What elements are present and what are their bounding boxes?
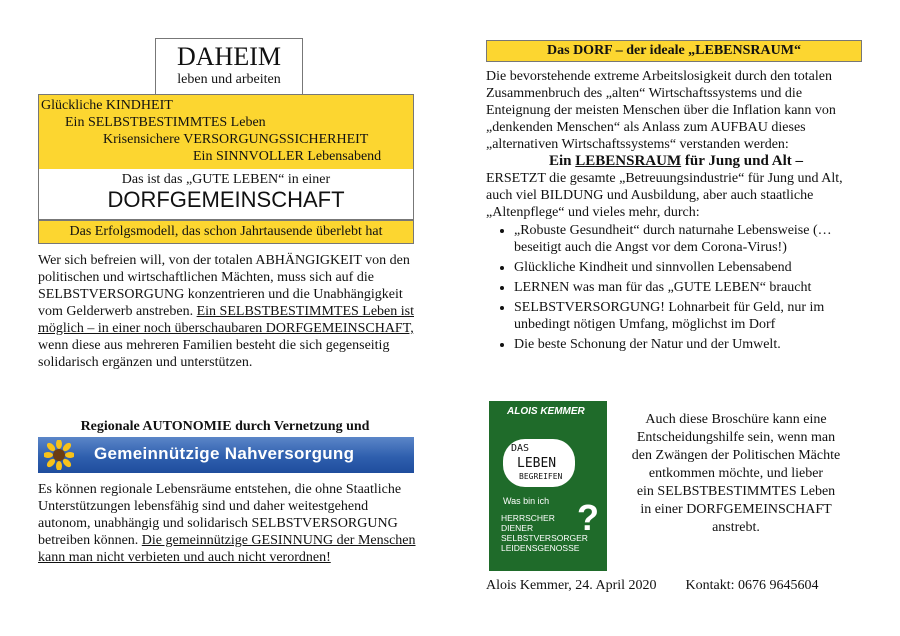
book-title-word: LEBEN xyxy=(517,456,557,471)
gute-leben-line: Das ist das „GUTE LEBEN“ in einer xyxy=(121,172,331,187)
bullet-item: • SELBSTVERSORGUNG! Lohnarbeit für Geld, nur im unbedingt nötigen Umfang, möglichst im Dorf xyxy=(514,299,866,333)
book-question: Was bin ich xyxy=(503,496,550,506)
book-title-cloud xyxy=(503,439,575,487)
bullet-item: • Glückliche Kindheit und sinnvollen Lebensabend xyxy=(514,259,866,276)
regional-underlined: Die gemeinnützige GESINNUNG der Menschen kann man nicht verbieten und auch nicht verordnen! xyxy=(38,533,416,565)
intro-underlined: Ein SELBSTBESTIMMTES Leben ist möglich – in einer noch überschaubaren DORFGEMEINSCHAFT, xyxy=(38,304,414,336)
bullet-item: • „Robuste Gesundheit“ durch naturnahe Lebensweise (…beseitigt auch die Angst vor dem Corona-Virus!) xyxy=(514,222,866,256)
lebensraum-word: LEBENSRAUM xyxy=(575,153,682,169)
dorf-ersetzt: ERSETZT die gesamte „Betreuungsindustrie“ für Jung und Alt, auch viel BILDUNG und Ausbildung, aber auch staatliche „Altenpflege“ und vieles mehr, durch: xyxy=(486,171,843,220)
book-cover-image xyxy=(489,401,607,571)
dorf-paragraph xyxy=(486,68,866,356)
intro-end: wenn diese aus mehreren Familien besteht die sich gegenseitig solidarisch ergänzen und unterstützen. xyxy=(38,338,390,370)
lebensraum-heading xyxy=(486,153,866,170)
page-subtitle: leben und arbeiten xyxy=(177,72,281,87)
book-role: DIENER xyxy=(501,523,534,533)
broschuere-line: Entscheidungshilfe sein, wenn man xyxy=(636,430,836,445)
benefit-item: Ein SINNVOLLER Lebensabend xyxy=(193,149,382,164)
banner-label: Gemeinnützige Nahversorgung xyxy=(94,444,355,463)
bullet-item: • LERNEN was man für das „GUTE LEBEN“ braucht xyxy=(514,279,866,296)
broschuere-line: Auch diese Broschüre kann eine xyxy=(645,412,827,427)
broschuere-line: den Zwängen der Politischen Mächte xyxy=(631,448,841,463)
intro-paragraph xyxy=(38,252,418,371)
intro-text: Wer sich befreien will, von der totalen ABHÄNGIGKEIT von den politischen und wirtschaftlichen Mächten, muss sich auf die SELBSTVERSORGUNG konzentrieren und die Unabhängigkeit vom Gelderwerb anstreben. xyxy=(38,253,410,319)
footer xyxy=(486,578,862,594)
broschuere-line: entkommen möchte, und lieber xyxy=(648,466,824,481)
regional-text: Es können regionale Lebensräume entstehen, die ohne Staatliche Unterstützungen lebensfähig sind und daher weitestgehend autonom, unabhängig und solidarisch SELBSTVERSORGUNG betreiben können. xyxy=(38,482,402,548)
dorf-heading: Das DORF – der ideale „LEBENSRAUM“ xyxy=(486,40,862,62)
erfolgsmodell-banner: Das Erfolgsmodell, das schon Jahrtausende überlebt hat xyxy=(38,220,414,244)
footer-author: Alois Kemmer, 24. April 2020 xyxy=(486,578,657,593)
book-author: ALOIS KEMMER xyxy=(507,406,585,417)
benefit-item: Ein SELBSTBESTIMMTES Leben xyxy=(65,115,266,130)
lebensraum-pre: Ein xyxy=(549,153,576,169)
footer-contact: Kontakt: 0676 9645604 xyxy=(685,578,819,593)
bullet-item: • Die beste Schonung der Natur und der Umwelt. xyxy=(514,336,866,353)
lebensraum-post: für Jung und Alt – xyxy=(681,153,803,169)
book-title-word: DAS xyxy=(511,443,530,454)
book-role: LEIDENSGENOSSE xyxy=(501,543,580,553)
dorfgemeinschaft-heading: DORFGEMEINSCHAFT xyxy=(107,187,345,212)
book-roles xyxy=(501,513,588,553)
title-box xyxy=(155,38,303,95)
broschuere-line: in einer DORFGEMEINSCHAFT xyxy=(640,502,832,517)
book-title-word: BEGREIFEN xyxy=(519,472,563,481)
regional-paragraph xyxy=(38,481,418,566)
benefits-box xyxy=(38,94,414,220)
regional-heading: Regionale AUTONOMIE durch Vernetzung und xyxy=(80,419,370,434)
page-title: DAHEIM xyxy=(177,42,281,71)
question-mark: ? xyxy=(577,497,599,538)
book-role: SELBSTVERSORGER xyxy=(501,533,588,543)
benefits-list xyxy=(39,95,413,169)
sunflower-icon xyxy=(44,440,74,470)
dorf-intro: Die bevorstehende extreme Arbeitslosigkeit durch den totalen Zusammenbruch des „alten“ Wirtschaftssystems und die Enteignung der meisten Menschen über die Inflation kann von „denkenden Menschen“ als Anlass zum AUFBAU dieses „alternativen Wirtschaftssystems“ verstanden werden: xyxy=(486,69,836,152)
book-role: HERRSCHER xyxy=(501,513,555,523)
nahversorgung-banner xyxy=(38,437,414,473)
broschuere-line: anstrebt. xyxy=(712,520,760,535)
broschuere-text xyxy=(612,411,860,537)
benefit-item: Krisensichere VERSORGUNGSSICHERHEIT xyxy=(103,132,369,147)
broschuere-line: ein SELBSTBESTIMMTES Leben xyxy=(636,484,836,499)
benefit-item: Glückliche KINDHEIT xyxy=(41,98,173,113)
benefit-bullets xyxy=(486,222,866,353)
